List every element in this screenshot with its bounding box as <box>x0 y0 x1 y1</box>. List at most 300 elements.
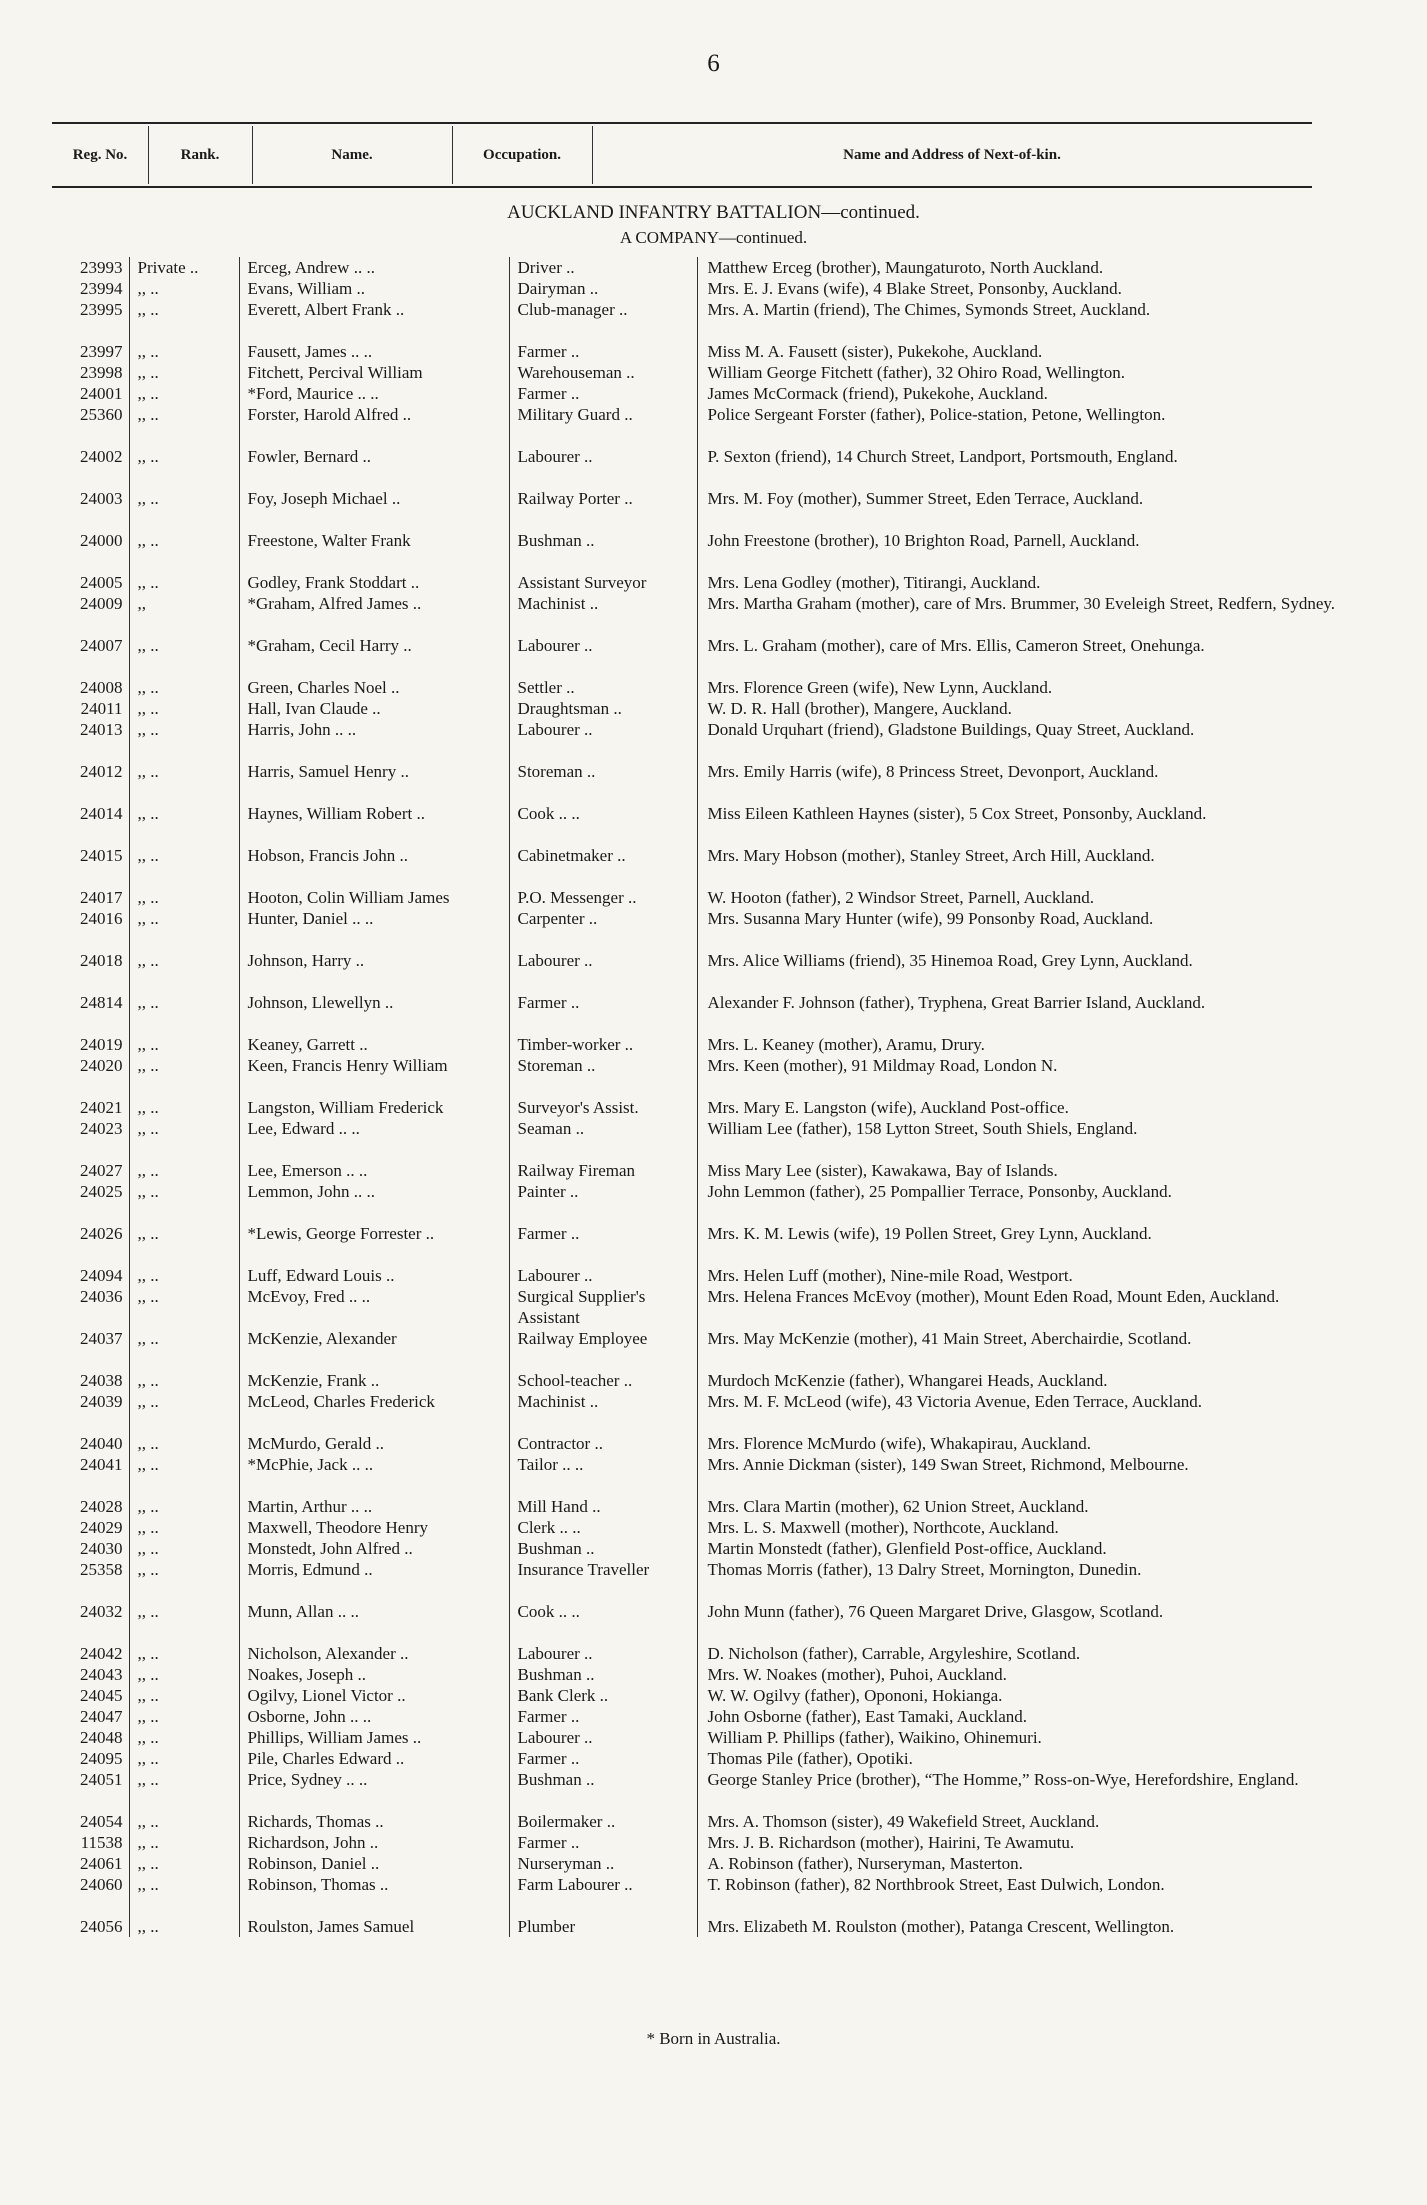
rank-cell: ,, .. <box>129 908 239 929</box>
name-cell: Monstedt, John Alfred .. <box>239 1538 509 1559</box>
reg-no-cell: 24011 <box>80 699 123 718</box>
next-of-kin-cell: Mrs. Emily Harris (wife), 8 Princess Street, Devonport, Auckland. <box>697 740 1350 782</box>
table-row <box>52 614 1350 656</box>
rank-cell: ,, .. <box>129 1013 239 1055</box>
table-row <box>52 908 1350 929</box>
next-of-kin-cell: William Lee (father), 158 Lytton Street, South Shiels, England. <box>697 1118 1350 1139</box>
reg-no-cell: 24009 <box>80 594 123 613</box>
reg-no-cell: 24015 <box>80 846 123 865</box>
occupation-cell: Bushman .. <box>509 1664 697 1685</box>
table-row <box>52 1664 1350 1685</box>
rank-cell: ,, .. <box>129 1391 239 1412</box>
reg-no-cell: 24012 <box>80 762 123 781</box>
name-cell: *Lewis, George Forrester .. <box>239 1202 509 1244</box>
rank-cell: ,, .. <box>129 425 239 467</box>
next-of-kin-cell: Mrs. J. B. Richardson (mother), Hairini, Te Awamutu. <box>697 1832 1350 1853</box>
name-cell: Godley, Frank Stoddart .. <box>239 551 509 593</box>
occupation-cell: Seaman .. <box>509 1118 697 1139</box>
rank-cell: ,, .. <box>129 1895 239 1937</box>
reg-no-cell: 24032 <box>80 1602 123 1621</box>
occupation-cell: Machinist .. <box>509 593 697 614</box>
name-cell: Fowler, Bernard .. <box>239 425 509 467</box>
table-row <box>52 278 1350 299</box>
next-of-kin-cell: Mrs. L. Keaney (mother), Aramu, Drury. <box>697 1013 1350 1055</box>
occupation-cell: Labourer .. <box>509 425 697 467</box>
name-cell: Hunter, Daniel .. .. <box>239 908 509 929</box>
next-of-kin-cell: Mrs. Mary E. Langston (wife), Auckland Post-office. <box>697 1076 1350 1118</box>
name-cell: Everett, Albert Frank .. <box>239 299 509 320</box>
reg-no-cell: 24018 <box>80 951 123 970</box>
occupation-cell: Clerk .. .. <box>509 1517 697 1538</box>
next-of-kin-cell: Mrs. Florence McMurdo (wife), Whakapirau, Auckland. <box>697 1412 1350 1454</box>
next-of-kin-cell: Mrs. Annie Dickman (sister), 149 Swan Street, Richmond, Melbourne. <box>697 1454 1350 1475</box>
rank-cell: ,, .. <box>129 971 239 1013</box>
reg-no-cell: 24017 <box>80 888 123 907</box>
occupation-cell: Timber-worker .. <box>509 1013 697 1055</box>
reg-no-cell: 24005 <box>80 573 123 592</box>
reg-no-cell: 24060 <box>80 1875 123 1894</box>
next-of-kin-cell: Mrs. Helen Luff (mother), Nine-mile Road, Westport. <box>697 1244 1350 1286</box>
rank-cell: ,, .. <box>129 1853 239 1874</box>
next-of-kin-cell: Mrs. Florence Green (wife), New Lynn, Auckland. <box>697 656 1350 698</box>
reg-no-cell: 24020 <box>80 1056 123 1075</box>
rank-cell: ,, .. <box>129 1580 239 1622</box>
name-cell: Langston, William Frederick <box>239 1076 509 1118</box>
table-row <box>52 299 1350 320</box>
occupation-cell: Plumber <box>509 1895 697 1937</box>
occupation-cell: Labourer .. <box>509 719 697 740</box>
battalion-heading: AUCKLAND INFANTRY BATTALION—continued. <box>507 202 920 223</box>
next-of-kin-cell: Thomas Morris (father), 13 Dalry Street, Mornington, Dunedin. <box>697 1559 1350 1580</box>
reg-no-cell: 25360 <box>80 405 123 424</box>
occupation-cell: Bushman .. <box>509 1538 697 1559</box>
name-cell: Robinson, Daniel .. <box>239 1853 509 1874</box>
table-row <box>52 1748 1350 1769</box>
next-of-kin-cell: Murdoch McKenzie (father), Whangarei Heads, Auckland. <box>697 1349 1350 1391</box>
occupation-cell: Storeman .. <box>509 1055 697 1076</box>
next-of-kin-cell: Mrs. E. J. Evans (wife), 4 Blake Street, Ponsonby, Auckland. <box>697 278 1350 299</box>
next-of-kin-cell: Mrs. Keen (mother), 91 Mildmay Road, London N. <box>697 1055 1350 1076</box>
occupation-cell: Railway Fireman <box>509 1139 697 1181</box>
reg-no-cell: 23994 <box>80 279 123 298</box>
rank-cell: ,, .. <box>129 866 239 908</box>
column-header-next-of-kin: Name and Address of Next-of-kin. <box>843 147 1061 163</box>
name-cell: Keaney, Garrett .. <box>239 1013 509 1055</box>
table-row <box>52 1412 1350 1454</box>
name-cell: Munn, Allan .. .. <box>239 1580 509 1622</box>
next-of-kin-cell: Mrs. Mary Hobson (mother), Stanley Street, Arch Hill, Auckland. <box>697 824 1350 866</box>
reg-no-cell: 24027 <box>80 1161 123 1180</box>
rank-cell: ,, .. <box>129 1622 239 1664</box>
name-cell: Roulston, James Samuel <box>239 1895 509 1937</box>
rank-cell: ,, .. <box>129 1286 239 1328</box>
table-row <box>52 1076 1350 1118</box>
next-of-kin-cell: Miss Eileen Kathleen Haynes (sister), 5 Cox Street, Ponsonby, Auckland. <box>697 782 1350 824</box>
occupation-cell: Farmer .. <box>509 320 697 362</box>
table-row <box>52 1328 1350 1349</box>
name-cell: Erceg, Andrew .. .. <box>239 257 509 278</box>
name-cell: Phillips, William James .. <box>239 1727 509 1748</box>
name-cell: Richardson, John .. <box>239 1832 509 1853</box>
name-cell: *McPhie, Jack .. .. <box>239 1454 509 1475</box>
name-cell: Richards, Thomas .. <box>239 1790 509 1832</box>
rank-cell: ,, .. <box>129 1139 239 1181</box>
occupation-cell: Tailor .. .. <box>509 1454 697 1475</box>
register-body <box>52 257 1350 1937</box>
reg-no-cell: 24094 <box>80 1266 123 1285</box>
reg-no-cell: 24002 <box>80 447 123 466</box>
table-row <box>52 1244 1350 1286</box>
reg-no-cell: 24026 <box>80 1224 123 1243</box>
name-cell: Lee, Emerson .. .. <box>239 1139 509 1181</box>
next-of-kin-cell: W. W. Ogilvy (father), Opononi, Hokianga. <box>697 1685 1350 1706</box>
reg-no-cell: 24036 <box>80 1287 123 1306</box>
next-of-kin-cell: Mrs. Lena Godley (mother), Titirangi, Auckland. <box>697 551 1350 593</box>
column-header-occupation: Occupation. <box>483 147 561 163</box>
next-of-kin-cell: William P. Phillips (father), Waikino, Ohinemuri. <box>697 1727 1350 1748</box>
table-row <box>52 1286 1350 1328</box>
occupation-cell: Machinist .. <box>509 1391 697 1412</box>
name-cell: Hobson, Francis John .. <box>239 824 509 866</box>
table-row <box>52 593 1350 614</box>
next-of-kin-cell: Matthew Erceg (brother), Maungaturoto, North Auckland. <box>697 257 1350 278</box>
occupation-cell: Nurseryman .. <box>509 1853 697 1874</box>
name-cell: Ogilvy, Lionel Victor .. <box>239 1685 509 1706</box>
reg-no-cell: 24025 <box>80 1182 123 1201</box>
rank-cell: ,, .. <box>129 1685 239 1706</box>
table-row <box>52 656 1350 698</box>
rank-cell: ,, .. <box>129 1181 239 1202</box>
next-of-kin-cell: A. Robinson (father), Nurseryman, Masterton. <box>697 1853 1350 1874</box>
rank-cell: ,, .. <box>129 1874 239 1895</box>
reg-no-cell: 24008 <box>80 678 123 697</box>
name-cell: McKenzie, Alexander <box>239 1328 509 1349</box>
reg-no-cell: 24014 <box>80 804 123 823</box>
occupation-cell: Labourer .. <box>509 1244 697 1286</box>
table-row <box>52 1349 1350 1391</box>
next-of-kin-cell: Alexander F. Johnson (father), Tryphena, Great Barrier Island, Auckland. <box>697 971 1350 1013</box>
name-cell: Robinson, Thomas .. <box>239 1874 509 1895</box>
table-row <box>52 719 1350 740</box>
next-of-kin-cell: Miss Mary Lee (sister), Kawakawa, Bay of Islands. <box>697 1139 1350 1181</box>
name-cell: Forster, Harold Alfred .. <box>239 404 509 425</box>
table-row <box>52 1685 1350 1706</box>
rank-cell: ,, .. <box>129 1076 239 1118</box>
occupation-cell: Dairyman .. <box>509 278 697 299</box>
occupation-cell: Farmer .. <box>509 1706 697 1727</box>
next-of-kin-cell: Mrs. A. Martin (friend), The Chimes, Symonds Street, Auckland. <box>697 299 1350 320</box>
table-row <box>52 698 1350 719</box>
occupation-cell: School-teacher .. <box>509 1349 697 1391</box>
table-row <box>52 1727 1350 1748</box>
reg-no-cell: 24023 <box>80 1119 123 1138</box>
rank-cell: ,, .. <box>129 551 239 593</box>
reg-no-cell: 24007 <box>80 636 123 655</box>
reg-no-cell: 24028 <box>80 1497 123 1516</box>
name-cell: Morris, Edmund .. <box>239 1559 509 1580</box>
rank-cell: ,, .. <box>129 1055 239 1076</box>
next-of-kin-cell: Mrs. M. Foy (mother), Summer Street, Eden Terrace, Auckland. <box>697 467 1350 509</box>
name-cell: Freestone, Walter Frank <box>239 509 509 551</box>
next-of-kin-cell: Mrs. Susanna Mary Hunter (wife), 99 Ponsonby Road, Auckland. <box>697 908 1350 929</box>
table-row <box>52 824 1350 866</box>
next-of-kin-cell: Donald Urquhart (friend), Gladstone Buildings, Quay Street, Auckland. <box>697 719 1350 740</box>
occupation-cell: Farmer .. <box>509 1748 697 1769</box>
name-cell: Martin, Arthur .. .. <box>239 1475 509 1517</box>
name-cell: McEvoy, Fred .. .. <box>239 1286 509 1328</box>
table-row <box>52 1013 1350 1055</box>
table-row <box>52 1475 1350 1517</box>
occupation-cell: Draughtsman .. <box>509 698 697 719</box>
name-cell: *Graham, Alfred James .. <box>239 593 509 614</box>
name-cell: Maxwell, Theodore Henry <box>239 1517 509 1538</box>
occupation-cell: Labourer .. <box>509 1727 697 1748</box>
occupation-cell: Boilermaker .. <box>509 1790 697 1832</box>
next-of-kin-cell: Thomas Pile (father), Opotiki. <box>697 1748 1350 1769</box>
name-cell: Fitchett, Percival William <box>239 362 509 383</box>
occupation-cell: Cabinetmaker .. <box>509 824 697 866</box>
rank-cell: ,, .. <box>129 467 239 509</box>
company-heading: A COMPANY—continued. <box>619 228 808 247</box>
name-cell: Fausett, James .. .. <box>239 320 509 362</box>
table-row <box>52 383 1350 404</box>
reg-no-cell: 24095 <box>80 1749 123 1768</box>
reg-no-cell: 24047 <box>80 1707 123 1726</box>
table-row <box>52 1853 1350 1874</box>
reg-no-cell: 24019 <box>80 1035 123 1054</box>
rank-cell: ,, .. <box>129 614 239 656</box>
name-cell: McLeod, Charles Frederick <box>239 1391 509 1412</box>
rank-cell: ,, .. <box>129 362 239 383</box>
reg-no-cell: 24001 <box>80 384 123 403</box>
rank-cell: ,, .. <box>129 719 239 740</box>
name-cell: McMurdo, Gerald .. <box>239 1412 509 1454</box>
table-row <box>52 1454 1350 1475</box>
occupation-cell: Railway Porter .. <box>509 467 697 509</box>
name-cell: Luff, Edward Louis .. <box>239 1244 509 1286</box>
occupation-cell: Cook .. .. <box>509 1580 697 1622</box>
next-of-kin-cell: Mrs. L. S. Maxwell (mother), Northcote, Auckland. <box>697 1517 1350 1538</box>
rank-cell: ,, .. <box>129 1118 239 1139</box>
next-of-kin-cell: Mrs. May McKenzie (mother), 41 Main Street, Aberchairdie, Scotland. <box>697 1328 1350 1349</box>
name-cell: Pile, Charles Edward .. <box>239 1748 509 1769</box>
table-row <box>52 1202 1350 1244</box>
rank-cell: ,, .. <box>129 404 239 425</box>
next-of-kin-cell: Mrs. A. Thomson (sister), 49 Wakefield Street, Auckland. <box>697 1790 1350 1832</box>
rank-cell: ,, .. <box>129 1202 239 1244</box>
occupation-cell: Painter .. <box>509 1181 697 1202</box>
name-cell: Haynes, William Robert .. <box>239 782 509 824</box>
reg-no-cell: 24061 <box>80 1854 123 1873</box>
rank-cell: ,, .. <box>129 1328 239 1349</box>
rank-cell: ,, .. <box>129 740 239 782</box>
next-of-kin-cell: John Osborne (father), East Tamaki, Auckland. <box>697 1706 1350 1727</box>
rank-cell: ,, .. <box>129 1832 239 1853</box>
name-cell: Foy, Joseph Michael .. <box>239 467 509 509</box>
occupation-cell: Labourer .. <box>509 614 697 656</box>
table-row <box>52 1622 1350 1664</box>
reg-no-cell: 24814 <box>80 993 123 1012</box>
occupation-cell: Storeman .. <box>509 740 697 782</box>
next-of-kin-cell: John Munn (father), 76 Queen Margaret Drive, Glasgow, Scotland. <box>697 1580 1350 1622</box>
occupation-cell: Farmer .. <box>509 971 697 1013</box>
page-number: 6 <box>707 50 720 77</box>
occupation-cell: Warehouseman .. <box>509 362 697 383</box>
next-of-kin-cell: George Stanley Price (brother), “The Homme,” Ross-on-Wye, Herefordshire, England. <box>697 1769 1350 1790</box>
reg-no-cell: 24021 <box>80 1098 123 1117</box>
name-cell: *Graham, Cecil Harry .. <box>239 614 509 656</box>
name-cell: Evans, William .. <box>239 278 509 299</box>
reg-no-cell: 24013 <box>80 720 123 739</box>
name-cell: Price, Sydney .. .. <box>239 1769 509 1790</box>
occupation-cell: Club-manager .. <box>509 299 697 320</box>
reg-no-cell: 24043 <box>80 1665 123 1684</box>
name-cell: Johnson, Harry .. <box>239 929 509 971</box>
next-of-kin-cell: D. Nicholson (father), Carrable, Argyleshire, Scotland. <box>697 1622 1350 1664</box>
occupation-cell: Carpenter .. <box>509 908 697 929</box>
rank-cell: ,, .. <box>129 782 239 824</box>
name-cell: Nicholson, Alexander .. <box>239 1622 509 1664</box>
next-of-kin-cell: William George Fitchett (father), 32 Ohiro Road, Wellington. <box>697 362 1350 383</box>
occupation-cell: Labourer .. <box>509 929 697 971</box>
table-row <box>52 1118 1350 1139</box>
table-row <box>52 1790 1350 1832</box>
next-of-kin-cell: Mrs. M. F. McLeod (wife), 43 Victoria Avenue, Eden Terrace, Auckland. <box>697 1391 1350 1412</box>
reg-no-cell: 23993 <box>80 258 123 277</box>
reg-no-cell: 24003 <box>80 489 123 508</box>
column-header-rank: Rank. <box>180 147 220 163</box>
table-row <box>52 1139 1350 1181</box>
rank-cell: ,, .. <box>129 509 239 551</box>
next-of-kin-cell: Police Sergeant Forster (father), Police-station, Petone, Wellington. <box>697 404 1350 425</box>
table-row <box>52 929 1350 971</box>
next-of-kin-cell: John Lemmon (father), 25 Pompallier Terrace, Ponsonby, Auckland. <box>697 1181 1350 1202</box>
rank-cell: ,, .. <box>129 320 239 362</box>
occupation-cell: Settler .. <box>509 656 697 698</box>
table-row <box>52 1769 1350 1790</box>
table-row <box>52 425 1350 467</box>
table-row <box>52 1181 1350 1202</box>
reg-no-cell: 24054 <box>80 1812 123 1831</box>
reg-no-cell: 24051 <box>80 1770 123 1789</box>
next-of-kin-cell: Mrs. Helena Frances McEvoy (mother), Mount Eden Road, Mount Eden, Auckland. <box>697 1286 1350 1328</box>
table-row <box>52 404 1350 425</box>
occupation-cell: Farmer .. <box>509 1832 697 1853</box>
name-cell: Harris, John .. .. <box>239 719 509 740</box>
table-row <box>52 866 1350 908</box>
table-row <box>52 509 1350 551</box>
table-row <box>52 1538 1350 1559</box>
rank-cell: ,, .. <box>129 1538 239 1559</box>
reg-no-cell: 24056 <box>80 1917 123 1936</box>
next-of-kin-cell: T. Robinson (father), 82 Northbrook Street, East Dulwich, London. <box>697 1874 1350 1895</box>
next-of-kin-cell: Mrs. Alice Williams (friend), 35 Hinemoa Road, Grey Lynn, Auckland. <box>697 929 1350 971</box>
name-cell: Lee, Edward .. .. <box>239 1118 509 1139</box>
rank-cell: ,, .. <box>129 1727 239 1748</box>
reg-no-cell: 24048 <box>80 1728 123 1747</box>
occupation-cell: Surveyor's Assist. <box>509 1076 697 1118</box>
next-of-kin-cell: Mrs. W. Noakes (mother), Puhoi, Auckland. <box>697 1664 1350 1685</box>
next-of-kin-cell: Martin Monstedt (father), Glenfield Post-office, Auckland. <box>697 1538 1350 1559</box>
table-row <box>52 1895 1350 1937</box>
name-cell: Keen, Francis Henry William <box>239 1055 509 1076</box>
name-cell: Harris, Samuel Henry .. <box>239 740 509 782</box>
table-row <box>52 971 1350 1013</box>
rank-cell: Private .. <box>129 257 239 278</box>
reg-no-cell: 23997 <box>80 342 123 361</box>
rank-cell: ,, .. <box>129 656 239 698</box>
occupation-cell: Driver .. <box>509 257 697 278</box>
occupation-cell: Contractor .. <box>509 1412 697 1454</box>
next-of-kin-cell: Miss M. A. Fausett (sister), Pukekohe, Auckland. <box>697 320 1350 362</box>
table-row <box>52 1832 1350 1853</box>
reg-no-cell: 24016 <box>80 909 123 928</box>
reg-no-cell: 24039 <box>80 1392 123 1411</box>
next-of-kin-cell: John Freestone (brother), 10 Brighton Road, Parnell, Auckland. <box>697 509 1350 551</box>
occupation-cell: Farmer .. <box>509 383 697 404</box>
rank-cell: ,, .. <box>129 1244 239 1286</box>
next-of-kin-cell: W. Hooton (father), 2 Windsor Street, Parnell, Auckland. <box>697 866 1350 908</box>
name-cell: McKenzie, Frank .. <box>239 1349 509 1391</box>
next-of-kin-cell: Mrs. Elizabeth M. Roulston (mother), Patanga Crescent, Wellington. <box>697 1895 1350 1937</box>
table-row <box>52 320 1350 362</box>
name-cell: Johnson, Llewellyn .. <box>239 971 509 1013</box>
rank-cell: ,, .. <box>129 1790 239 1832</box>
rank-cell: ,, .. <box>129 383 239 404</box>
occupation-cell: Bushman .. <box>509 1769 697 1790</box>
reg-no-cell: 24037 <box>80 1329 123 1348</box>
occupation-cell: Cook .. .. <box>509 782 697 824</box>
name-cell: Noakes, Joseph .. <box>239 1664 509 1685</box>
table-row <box>52 1580 1350 1622</box>
table-row <box>52 1391 1350 1412</box>
table-row <box>52 1559 1350 1580</box>
name-cell: Hooton, Colin William James <box>239 866 509 908</box>
reg-no-cell: 24029 <box>80 1518 123 1537</box>
table-row <box>52 467 1350 509</box>
rank-cell: ,, .. <box>129 278 239 299</box>
rank-cell: ,, .. <box>129 1706 239 1727</box>
name-cell: Green, Charles Noel .. <box>239 656 509 698</box>
column-header <box>52 122 1312 188</box>
reg-no-cell: 23998 <box>80 363 123 382</box>
occupation-cell: Bank Clerk .. <box>509 1685 697 1706</box>
next-of-kin-cell: Mrs. L. Graham (mother), care of Mrs. Ellis, Cameron Street, Onehunga. <box>697 614 1350 656</box>
reg-no-cell: 24042 <box>80 1644 123 1663</box>
rank-cell: ,, .. <box>129 698 239 719</box>
reg-no-cell: 23995 <box>80 300 123 319</box>
next-of-kin-cell: Mrs. Martha Graham (mother), care of Mrs. Brummer, 30 Eveleigh Street, Redfern, Sydney. <box>697 593 1350 614</box>
next-of-kin-cell: P. Sexton (friend), 14 Church Street, Landport, Portsmouth, England. <box>697 425 1350 467</box>
rank-cell: ,, .. <box>129 1664 239 1685</box>
reg-no-cell: 11538 <box>80 1833 123 1852</box>
table-row <box>52 551 1350 593</box>
rank-cell: ,, .. <box>129 1454 239 1475</box>
rank-cell: ,, .. <box>129 299 239 320</box>
rank-cell: ,, .. <box>129 1412 239 1454</box>
table-row <box>52 1874 1350 1895</box>
reg-no-cell: 24045 <box>80 1686 123 1705</box>
rank-cell: ,, .. <box>129 1475 239 1517</box>
reg-no-cell: 24041 <box>80 1455 123 1474</box>
occupation-cell: Surgical Supplier's Assistant <box>509 1286 697 1328</box>
table-row <box>52 740 1350 782</box>
rank-cell: ,, .. <box>129 1517 239 1538</box>
table-row <box>52 1706 1350 1727</box>
occupation-cell: Military Guard .. <box>509 404 697 425</box>
occupation-cell: Farm Labourer .. <box>509 1874 697 1895</box>
occupation-cell: Bushman .. <box>509 509 697 551</box>
